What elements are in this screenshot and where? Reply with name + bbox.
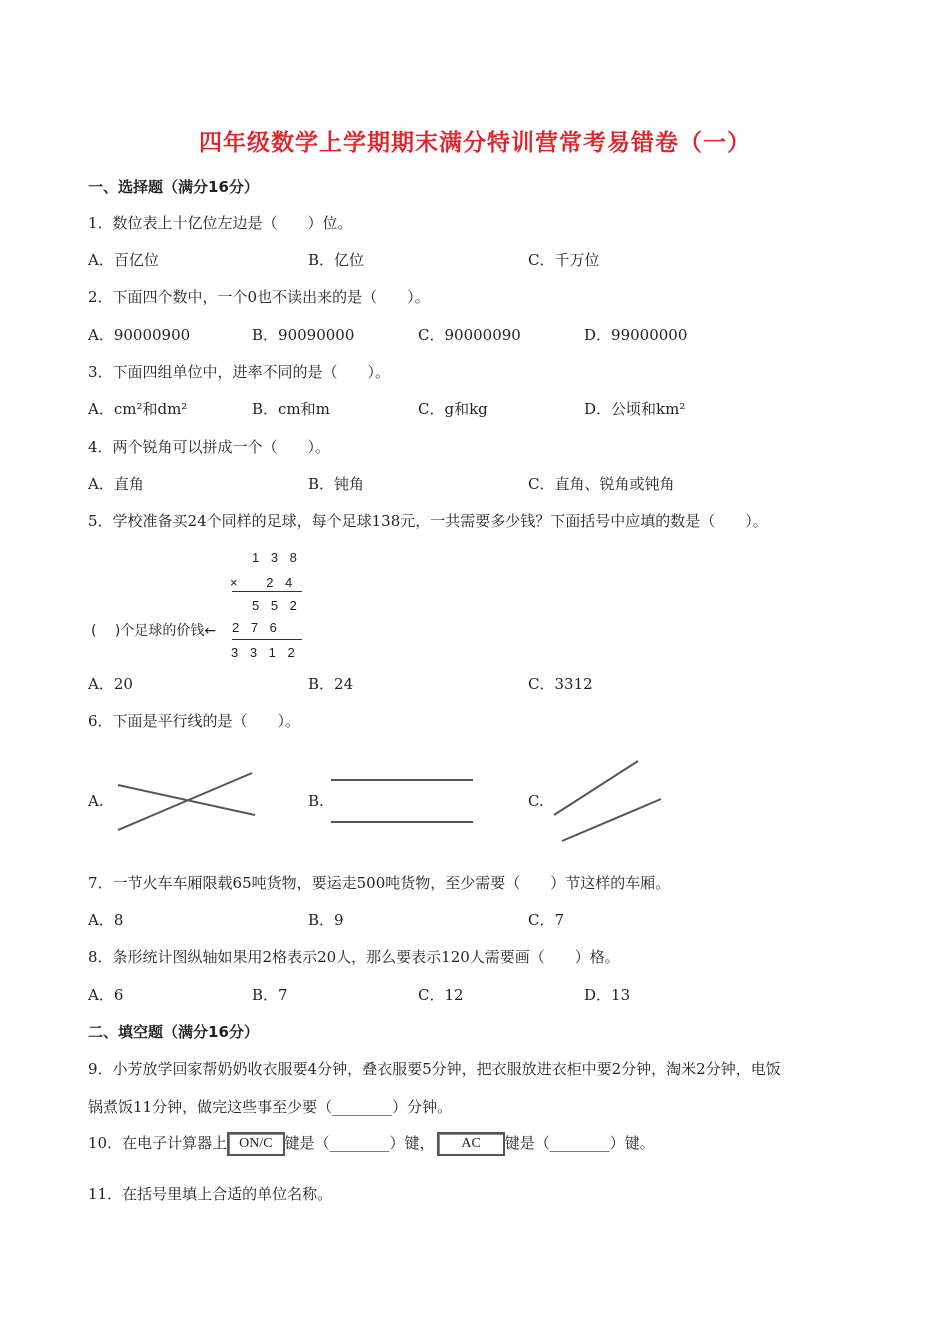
q10-text-2: 键是（________）键，	[284, 1134, 435, 1152]
mult-row-partial-2: 2 7 6	[232, 620, 281, 635]
q3-option-b: B．cm和m	[252, 400, 330, 418]
page-title: 四年级数学上学期期末满分特训营常考易错卷（一）	[199, 129, 751, 156]
non-parallel-lines-figure	[548, 755, 668, 847]
question-3: 3．下面四组单位中，进率不同的是（ ）。	[88, 363, 391, 381]
parallel-lines-figure	[325, 772, 480, 830]
partial-product-label: ( )个足球的价钱←	[91, 623, 217, 639]
q8-option-c: C．12	[418, 986, 464, 1004]
q2-option-d: D．99000000	[584, 326, 688, 344]
question-2: 2．下面四个数中，一个0也不读出来的是（ ）。	[88, 288, 430, 306]
q3-option-d: D．公顷和km²	[584, 400, 686, 418]
q1-option-c: C．千万位	[528, 251, 600, 269]
q1-option-a: A．百亿位	[88, 251, 159, 269]
multiplication-figure	[88, 548, 328, 666]
q10-text-1: 10．在电子计算器上	[88, 1134, 228, 1152]
q3-option-c: C．g和kg	[418, 400, 488, 418]
q7-option-b: B．9	[308, 911, 344, 929]
mult-row-multiplicand: 1 3 8	[252, 550, 301, 565]
q2-option-a: A．90000900	[88, 326, 191, 344]
question-1: 1．数位表上十亿位左边是（ ）位。	[88, 214, 353, 232]
question-10	[88, 1132, 655, 1156]
q3-option-a: A．cm²和dm²	[88, 400, 188, 418]
question-8: 8．条形统计图纵轴如果用2格表示20人，那么要表示120人需要画（ ）格。	[88, 948, 620, 966]
q7-option-c: C．7	[528, 911, 565, 929]
q8-option-d: D．13	[584, 986, 631, 1004]
question-6: 6．下面是平行线的是（ ）。	[88, 712, 301, 730]
q10-text-3: 键是（________）键。	[504, 1134, 655, 1152]
q8-option-a: A．6	[88, 986, 124, 1004]
question-5: 5．学校准备买24个同样的足球，每个足球138元，一共需要多少钱？下面括号中应填的数是（ ）。	[88, 512, 768, 530]
mult-rule-2	[232, 639, 302, 640]
q6-option-b: B.	[308, 792, 324, 810]
q1-option-b: B．亿位	[308, 251, 365, 269]
question-9-line-1: 9．小芳放学回家帮奶奶收衣服要4分钟，叠衣服要5分钟，把衣服放进衣柜中要2分钟，淘米2分钟，电饭	[88, 1060, 781, 1078]
q2-option-b: B．90090000	[252, 326, 355, 344]
q4-option-a: A．直角	[88, 475, 144, 493]
q4-option-b: B．钝角	[308, 475, 365, 493]
question-11: 11．在括号里填上合适的单位名称。	[88, 1185, 333, 1203]
q6-option-c: C.	[528, 792, 544, 810]
q8-option-b: B．7	[252, 986, 288, 1004]
mult-row-multiplier: × 2 4	[230, 575, 297, 590]
mult-row-partial-1: 5 5 2	[252, 598, 301, 613]
q5-option-a: A．20	[88, 675, 133, 693]
q5-option-b: B．24	[308, 675, 354, 693]
mult-rule-1	[232, 591, 302, 592]
q4-option-c: C．直角、锐角或钝角	[528, 475, 675, 493]
question-9-line-2: 锅煮饭11分钟，做完这些事至少要（________）分钟。	[88, 1098, 453, 1116]
q2-option-c: C．90000090	[418, 326, 521, 344]
on-c-key-icon: ON/C	[227, 1132, 284, 1156]
section-fill-heading: 二、填空题（满分16分）	[88, 1023, 259, 1041]
q6-option-a: A.	[88, 792, 104, 810]
question-7: 7．一节火车车厢限载65吨货物，要运走500吨货物，至少需要（ ）节这样的车厢。	[88, 874, 671, 892]
q7-option-a: A．8	[88, 911, 124, 929]
intersecting-lines-figure	[110, 765, 260, 840]
ac-key-icon: AC	[437, 1132, 504, 1156]
mult-row-product: 3 3 1 2	[231, 645, 299, 660]
section-choice-heading: 一、选择题（满分16分）	[88, 178, 259, 196]
q5-option-c: C．3312	[528, 675, 593, 693]
question-4: 4．两个锐角可以拼成一个（ ）。	[88, 438, 331, 456]
